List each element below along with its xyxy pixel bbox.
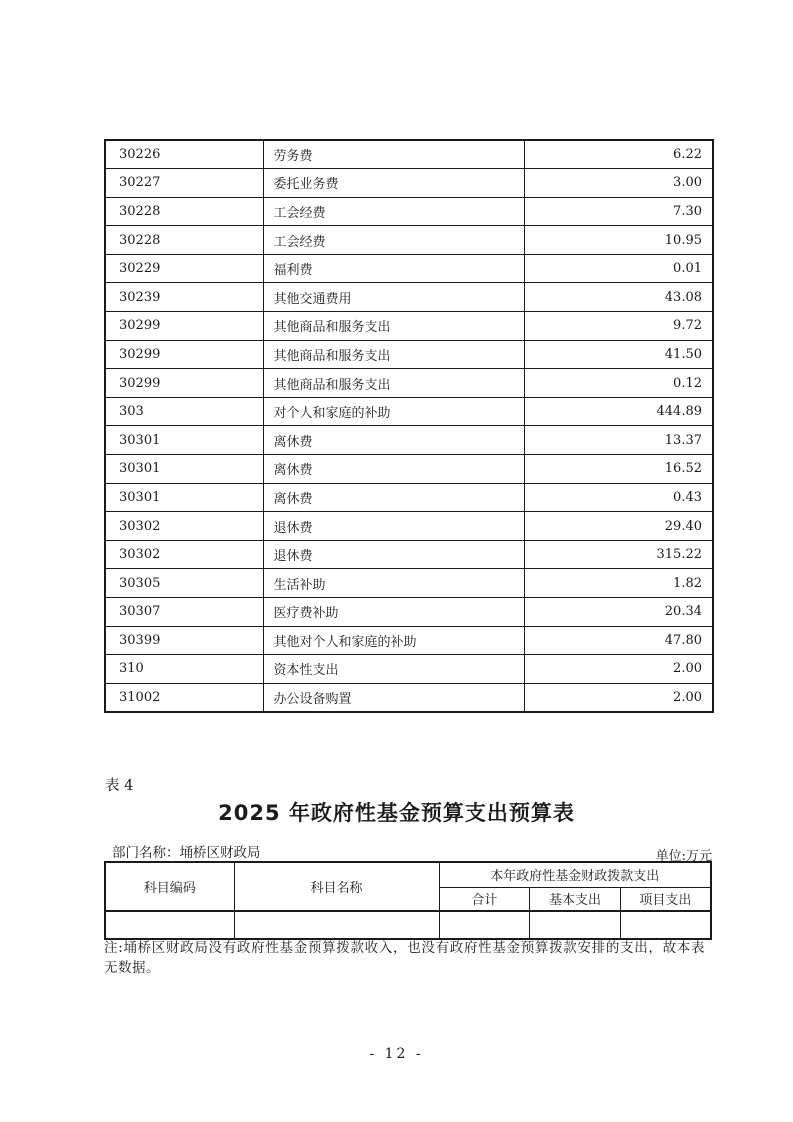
code-cell: 30228 [105,197,263,226]
value-cell: 0.01 [524,254,713,283]
name-cell: 离休费 [263,455,524,484]
code-cell: 30302 [105,512,263,541]
name-cell: 离休费 [263,483,524,512]
table-row [105,340,713,369]
value-cell: 41.50 [524,340,713,369]
value-cell: 20.34 [524,598,713,627]
table-row [105,397,713,426]
header-basic-expenditure: 基本支出 [530,887,621,911]
name-cell: 生活补助 [263,569,524,598]
table-row [105,683,713,712]
name-cell: 委托业务费 [263,169,524,198]
header-fund-expenditure-group: 本年政府性基金财政拨款支出 [439,862,711,887]
table-4-label: 表 4 [105,778,134,794]
empty-data-row [105,911,711,939]
page-number: - 12 - [369,1046,424,1062]
name-cell: 办公设备购置 [263,683,524,712]
table-row [105,226,713,255]
header-subject-name: 科目名称 [234,862,439,911]
header-subject-code: 科目编码 [105,862,234,911]
header-total: 合计 [439,887,530,911]
footnote: 注:埇桥区财政局没有政府性基金预算拨款收入，也没有政府性基金预算拨款安排的支出，故本表无数据。 [104,940,705,976]
project-cell [620,911,711,939]
value-cell: 1.82 [524,569,713,598]
name-cell: 退休费 [263,512,524,541]
table-row [105,455,713,484]
value-cell: 10.95 [524,226,713,255]
value-cell: 29.40 [524,512,713,541]
table-row [105,655,713,684]
value-cell: 444.89 [524,397,713,426]
table-row [105,169,713,198]
value-cell: 7.30 [524,197,713,226]
name-cell: 其他商品和服务支出 [263,340,524,369]
code-cell: 303 [105,397,263,426]
name-cell: 离休费 [263,426,524,455]
name-cell: 资本性支出 [263,655,524,684]
value-cell: 13.37 [524,426,713,455]
table-row [105,598,713,627]
value-cell: 6.22 [524,140,713,169]
table-row [105,283,713,312]
name-cell: 对个人和家庭的补助 [263,397,524,426]
value-cell: 47.80 [524,626,713,655]
table-row [105,254,713,283]
table-row [105,483,713,512]
header-project-expenditure: 项目支出 [620,887,711,911]
code-cell: 30299 [105,369,263,398]
table-row [105,512,713,541]
code-cell [105,911,234,939]
total-cell [439,911,530,939]
fund-budget-table [104,861,712,940]
code-cell: 31002 [105,683,263,712]
code-cell: 30305 [105,569,263,598]
table-row [105,569,713,598]
code-cell: 310 [105,655,263,684]
value-cell: 9.72 [524,312,713,341]
value-cell: 0.43 [524,483,713,512]
basic-cell [530,911,621,939]
name-cell [234,911,439,939]
code-cell: 30302 [105,540,263,569]
name-cell: 工会经费 [263,197,524,226]
value-cell: 2.00 [524,655,713,684]
table-header-row [105,862,711,887]
name-cell: 其他对个人和家庭的补助 [263,626,524,655]
table-row [105,140,713,169]
table-row [105,369,713,398]
name-cell: 其他交通费用 [263,283,524,312]
code-cell: 30307 [105,598,263,627]
name-cell: 医疗费补助 [263,598,524,627]
table-row [105,540,713,569]
code-cell: 30229 [105,254,263,283]
code-cell: 30301 [105,483,263,512]
code-cell: 30299 [105,340,263,369]
value-cell: 3.00 [524,169,713,198]
code-cell: 30299 [105,312,263,341]
name-cell: 其他商品和服务支出 [263,312,524,341]
page-title: 2025 年政府性基金预算支出预算表 [218,801,575,825]
name-cell: 福利费 [263,254,524,283]
table-row [105,312,713,341]
code-cell: 30301 [105,455,263,484]
code-cell: 30226 [105,140,263,169]
table-row [105,197,713,226]
name-cell: 劳务费 [263,140,524,169]
code-cell: 30399 [105,626,263,655]
code-cell: 30227 [105,169,263,198]
code-cell: 30301 [105,426,263,455]
name-cell: 退休费 [263,540,524,569]
code-cell: 30228 [105,226,263,255]
code-cell: 30239 [105,283,263,312]
table-meta-row [104,841,712,864]
expenditure-continuation-table [104,139,714,713]
value-cell: 16.52 [524,455,713,484]
table-row [105,426,713,455]
value-cell: 2.00 [524,683,713,712]
value-cell: 0.12 [524,369,713,398]
name-cell: 其他商品和服务支出 [263,369,524,398]
department-name-label: 部门名称：埇桥区财政局 [112,845,261,861]
value-cell: 315.22 [524,540,713,569]
table-row [105,626,713,655]
name-cell: 工会经费 [263,226,524,255]
value-cell: 43.08 [524,283,713,312]
unit-label: 单位:万元 [655,849,712,864]
